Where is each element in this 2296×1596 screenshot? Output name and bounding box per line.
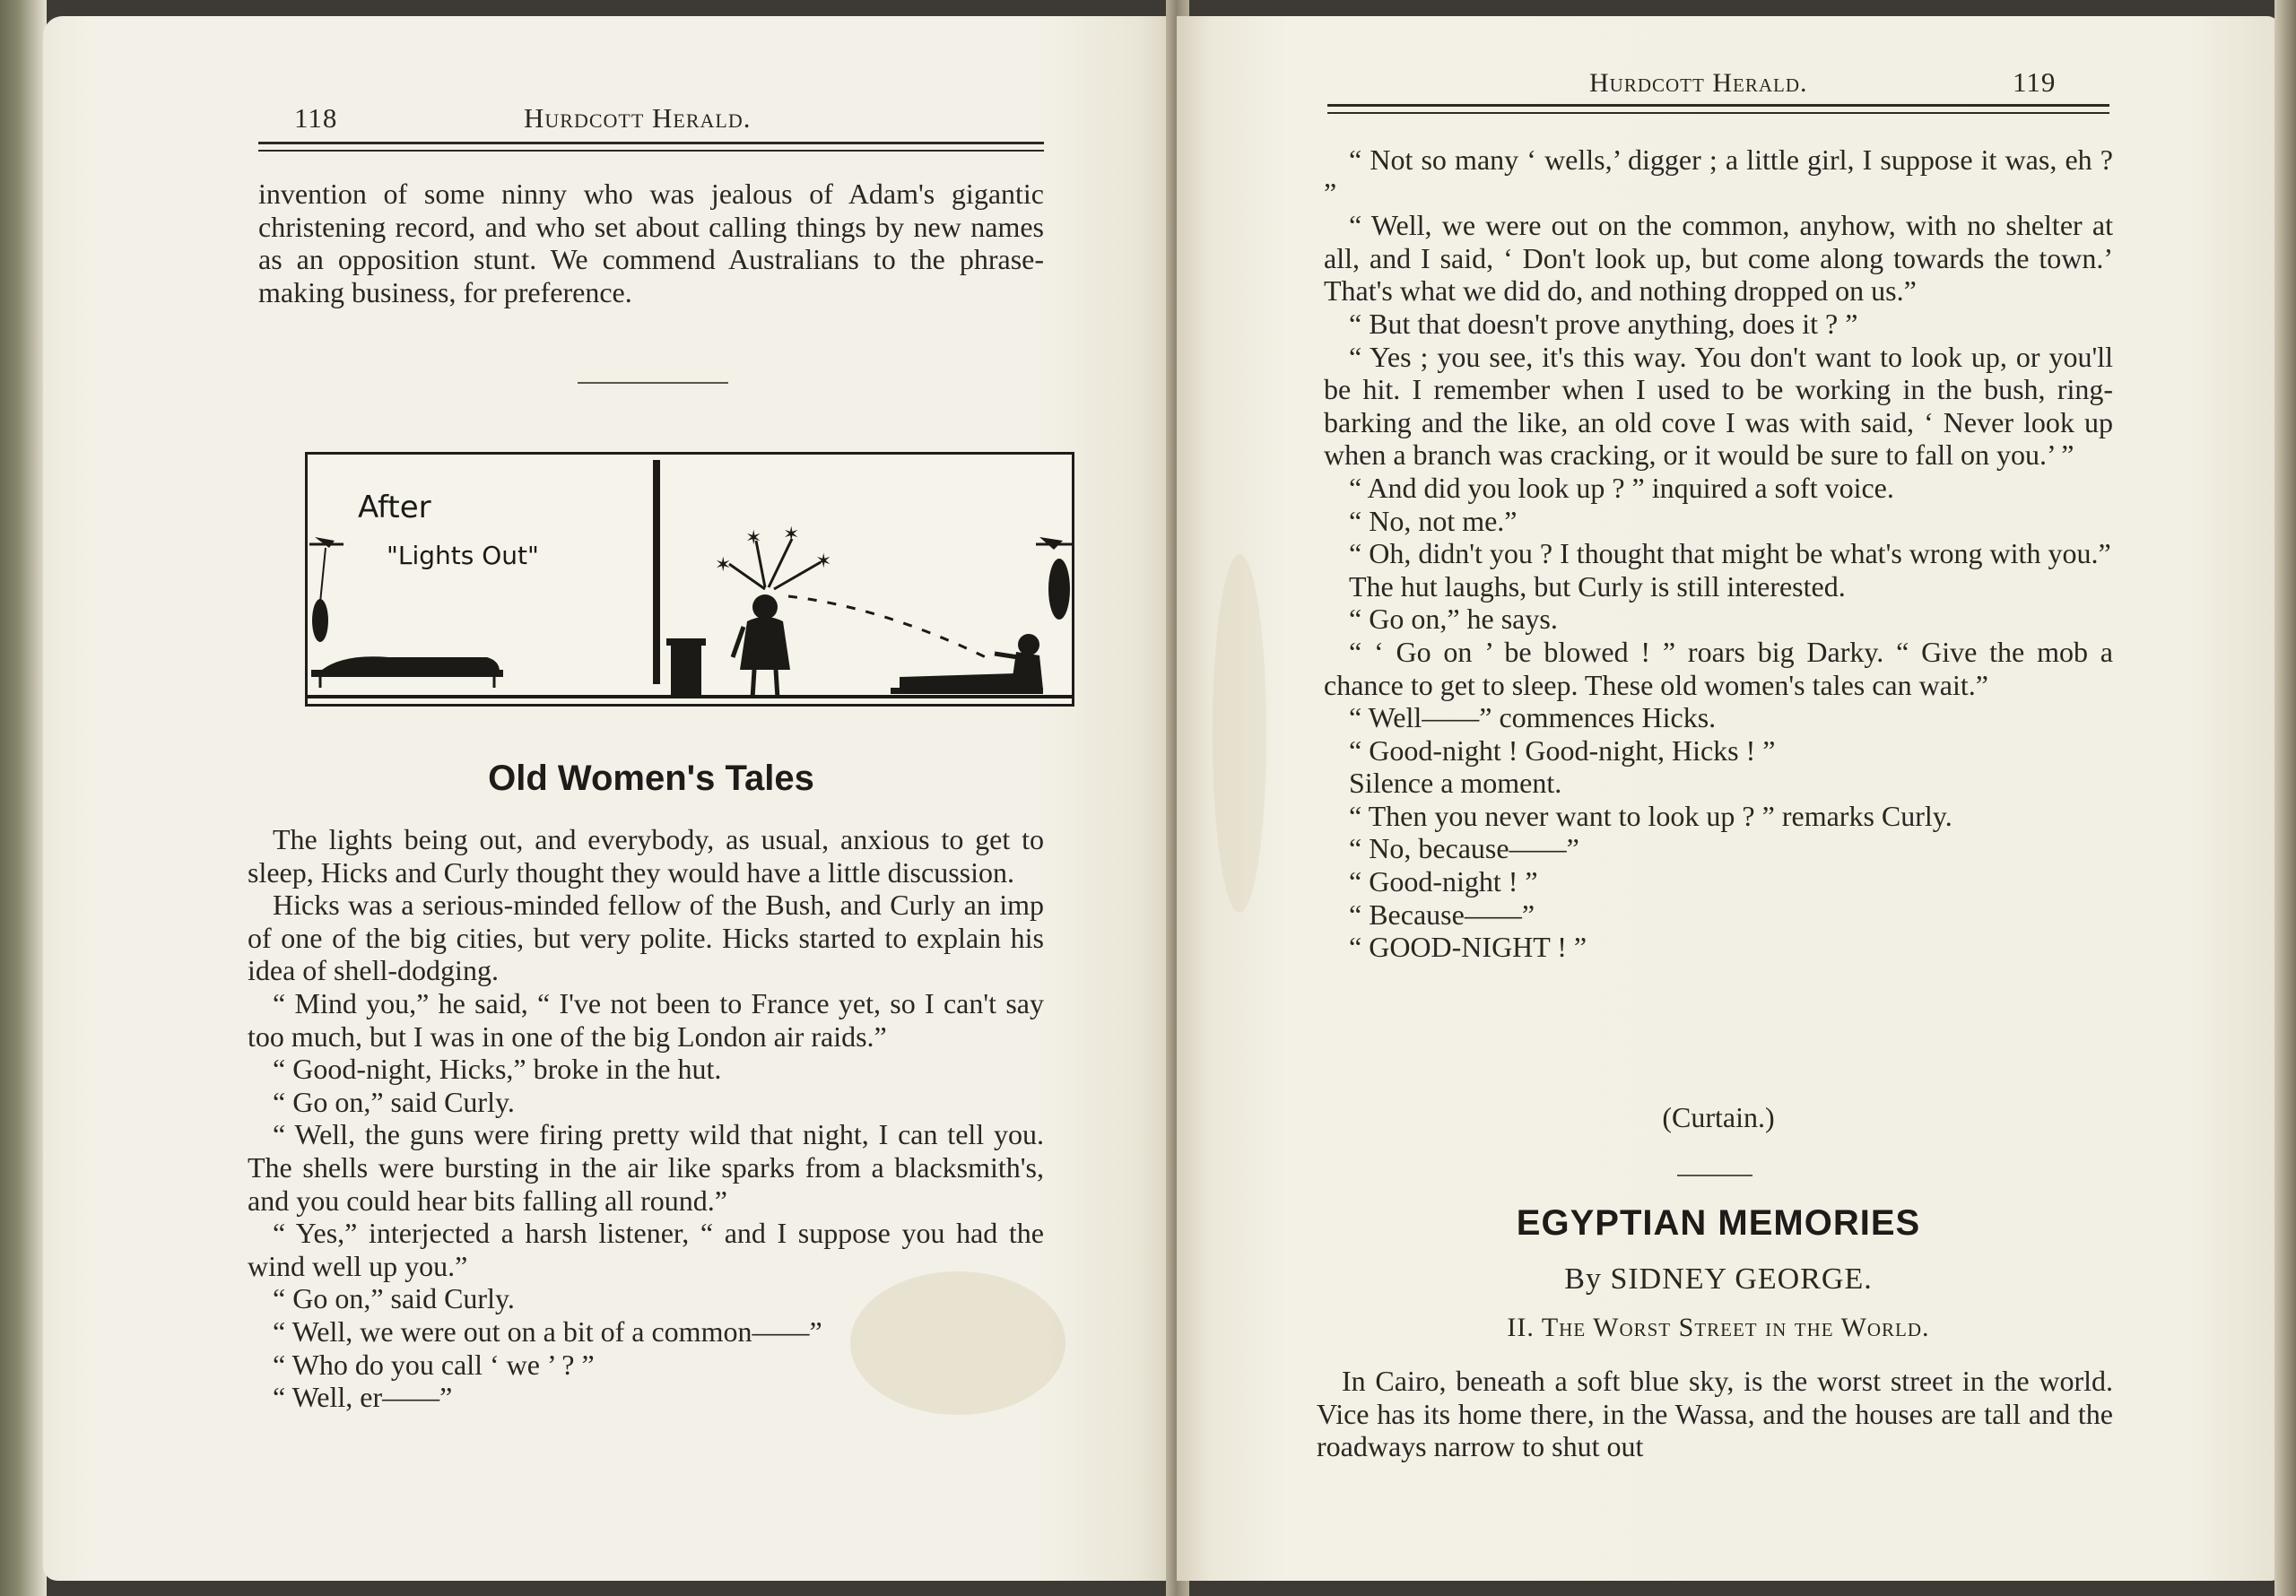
article-text	[1317, 1365, 2113, 1463]
right-header-rule	[1327, 104, 2109, 114]
article-title: EGYPTIAN MEMORIES	[1516, 1203, 1921, 1243]
story-paragraph: “ Well, we were out on the common, anyhow, with no shelter at all, and I said, ‘ Don't look up, but come along towards the town.’ That's what we did do, and nothing dropped on us.”	[1324, 209, 2113, 308]
story-paragraph: “ But that doesn't prove anything, does it ? ”	[1349, 307, 1858, 340]
story-paragraph: “ Well, the guns were firing pretty wild that night, I can tell you. The shells were bursting in the air like sparks from a blacksmith's, and you could hear bits falling all round.”	[248, 1118, 1044, 1217]
left-opening-text	[258, 178, 1044, 308]
cartoon-caption-lights-out: "Lights Out"	[387, 541, 539, 570]
left-running-head: Hurdcott Herald.	[524, 102, 752, 134]
section-heading: II. The Worst Street in the World.	[1507, 1313, 1930, 1342]
story-paragraph: “ Yes,” interjected a harsh listener, “ and I suppose you had the wind well up you.”	[248, 1217, 1044, 1282]
left-page-number: 118	[294, 102, 338, 134]
svg-text:✶: ✶	[715, 553, 732, 576]
cartoon-drawing	[308, 455, 1072, 704]
story-paragraph: “ And did you look up ? ” inquired a soft voice.	[1349, 471, 1894, 504]
opening-paragraph: invention of some ninny who was jealous of Adam's gigantic christening record, and who set about calling things by new names as an opposition stunt. We commend Australians to the phrase-making business, for preference.	[258, 178, 1044, 308]
svg-text:✶: ✶	[815, 550, 832, 572]
story-paragraph: “ Oh, didn't you ? I thought that might be what's wrong with you.”	[1349, 537, 2111, 570]
story-paragraph: The hut laughs, but Curly is still interested.	[1349, 569, 1846, 603]
story-paragraph: “ Go on,” said Curly.	[273, 1282, 515, 1315]
story-paragraph: “ Go on,” he says.	[1349, 603, 1558, 636]
story-paragraph: “ No, not me.”	[1349, 504, 1518, 537]
article-paragraph: In Cairo, beneath a soft blue sky, is the worst street in the world. Vice has its home there, in the Wassa, and the houses are tall and the roadways narrow to shut out	[1317, 1365, 2113, 1463]
story-paragraph: “ GOOD-NIGHT ! ”	[1349, 931, 1587, 964]
svg-text:✶: ✶	[783, 523, 800, 545]
story-paragraph: “ Well——” commences Hicks.	[1349, 701, 1717, 734]
story-paragraph: “ Who do you call ‘ we ’ ? ”	[273, 1348, 595, 1381]
story-title: Old Women's Tales	[488, 759, 814, 798]
after-lights-out-cartoon	[305, 452, 1074, 707]
story-paragraph: “ Good-night ! ”	[1349, 865, 1538, 898]
left-story-text	[248, 823, 1044, 1414]
right-page	[1177, 16, 2280, 1581]
right-page-number: 119	[2013, 66, 2057, 98]
paper-stain	[1213, 554, 1266, 913]
right-running-head: Hurdcott Herald.	[1589, 68, 1808, 98]
curtain-line: (Curtain.)	[1662, 1101, 1775, 1133]
svg-text:✶: ✶	[745, 526, 762, 549]
left-header-rule	[258, 142, 1044, 152]
cartoon-caption-after: After	[358, 490, 431, 525]
story-paragraph: “ Well, er——”	[273, 1381, 453, 1414]
story-paragraph: “ Not so many ‘ wells,’ digger ; a little girl, I suppose it was, eh ? ”	[1324, 143, 2113, 209]
story-paragraph: “ Mind you,” he said, “ I've not been to France yet, so I can't say too much, but I was in one of the big London air raids.”	[248, 986, 1044, 1053]
story-paragraph: “ Because——”	[1349, 898, 1535, 931]
book-cover-edge-right	[2274, 0, 2296, 1596]
story-paragraph: “ Then you never want to look up ? ” remarks Curly.	[1349, 799, 1952, 832]
left-page	[43, 16, 1175, 1581]
story-paragraph: “ Go on,” said Curly.	[273, 1085, 515, 1118]
story-paragraph: “ Good-night ! Good-night, Hicks ! ”	[1349, 733, 1776, 767]
section-separator	[1677, 1175, 1752, 1176]
article-byline: By SIDNEY GEORGE.	[1564, 1262, 1873, 1296]
story-paragraph: The lights being out, and everybody, as usual, anxious to get to sleep, Hicks and Curly thought they would have a little discussion.	[248, 823, 1044, 889]
story-paragraph: “ Good-night, Hicks,” broke in the hut.	[273, 1053, 722, 1086]
story-paragraph: Silence a moment.	[1349, 767, 1562, 800]
book-cover-edge	[0, 0, 47, 1596]
story-paragraph: Hicks was a serious-minded fellow of the Bush, and Curly an imp of one of the big cities, but very polite. Hicks started to explain his idea of shell-dodging.	[248, 889, 1044, 987]
section-separator	[578, 382, 728, 384]
story-paragraph: “ Yes ; you see, it's this way. You don't want to look up, or you'll be hit. I remember when I used to be working in the bush, ring-barking and the like, an old cove I was with said, ‘ Never look up when a branch was cracking, or it would be sure to fall on you.’ ”	[1324, 340, 2113, 472]
story-paragraph: “ Well, we were out on a bit of a common——”	[273, 1314, 822, 1348]
story-paragraph: “ No, because——”	[1349, 832, 1579, 865]
right-story-text	[1324, 143, 2113, 964]
story-paragraph: “ ‘ Go on ’ be blowed ! ” roars big Darky. “ Give the mob a chance to get to sleep. These old women's tales can wait.”	[1324, 635, 2113, 701]
